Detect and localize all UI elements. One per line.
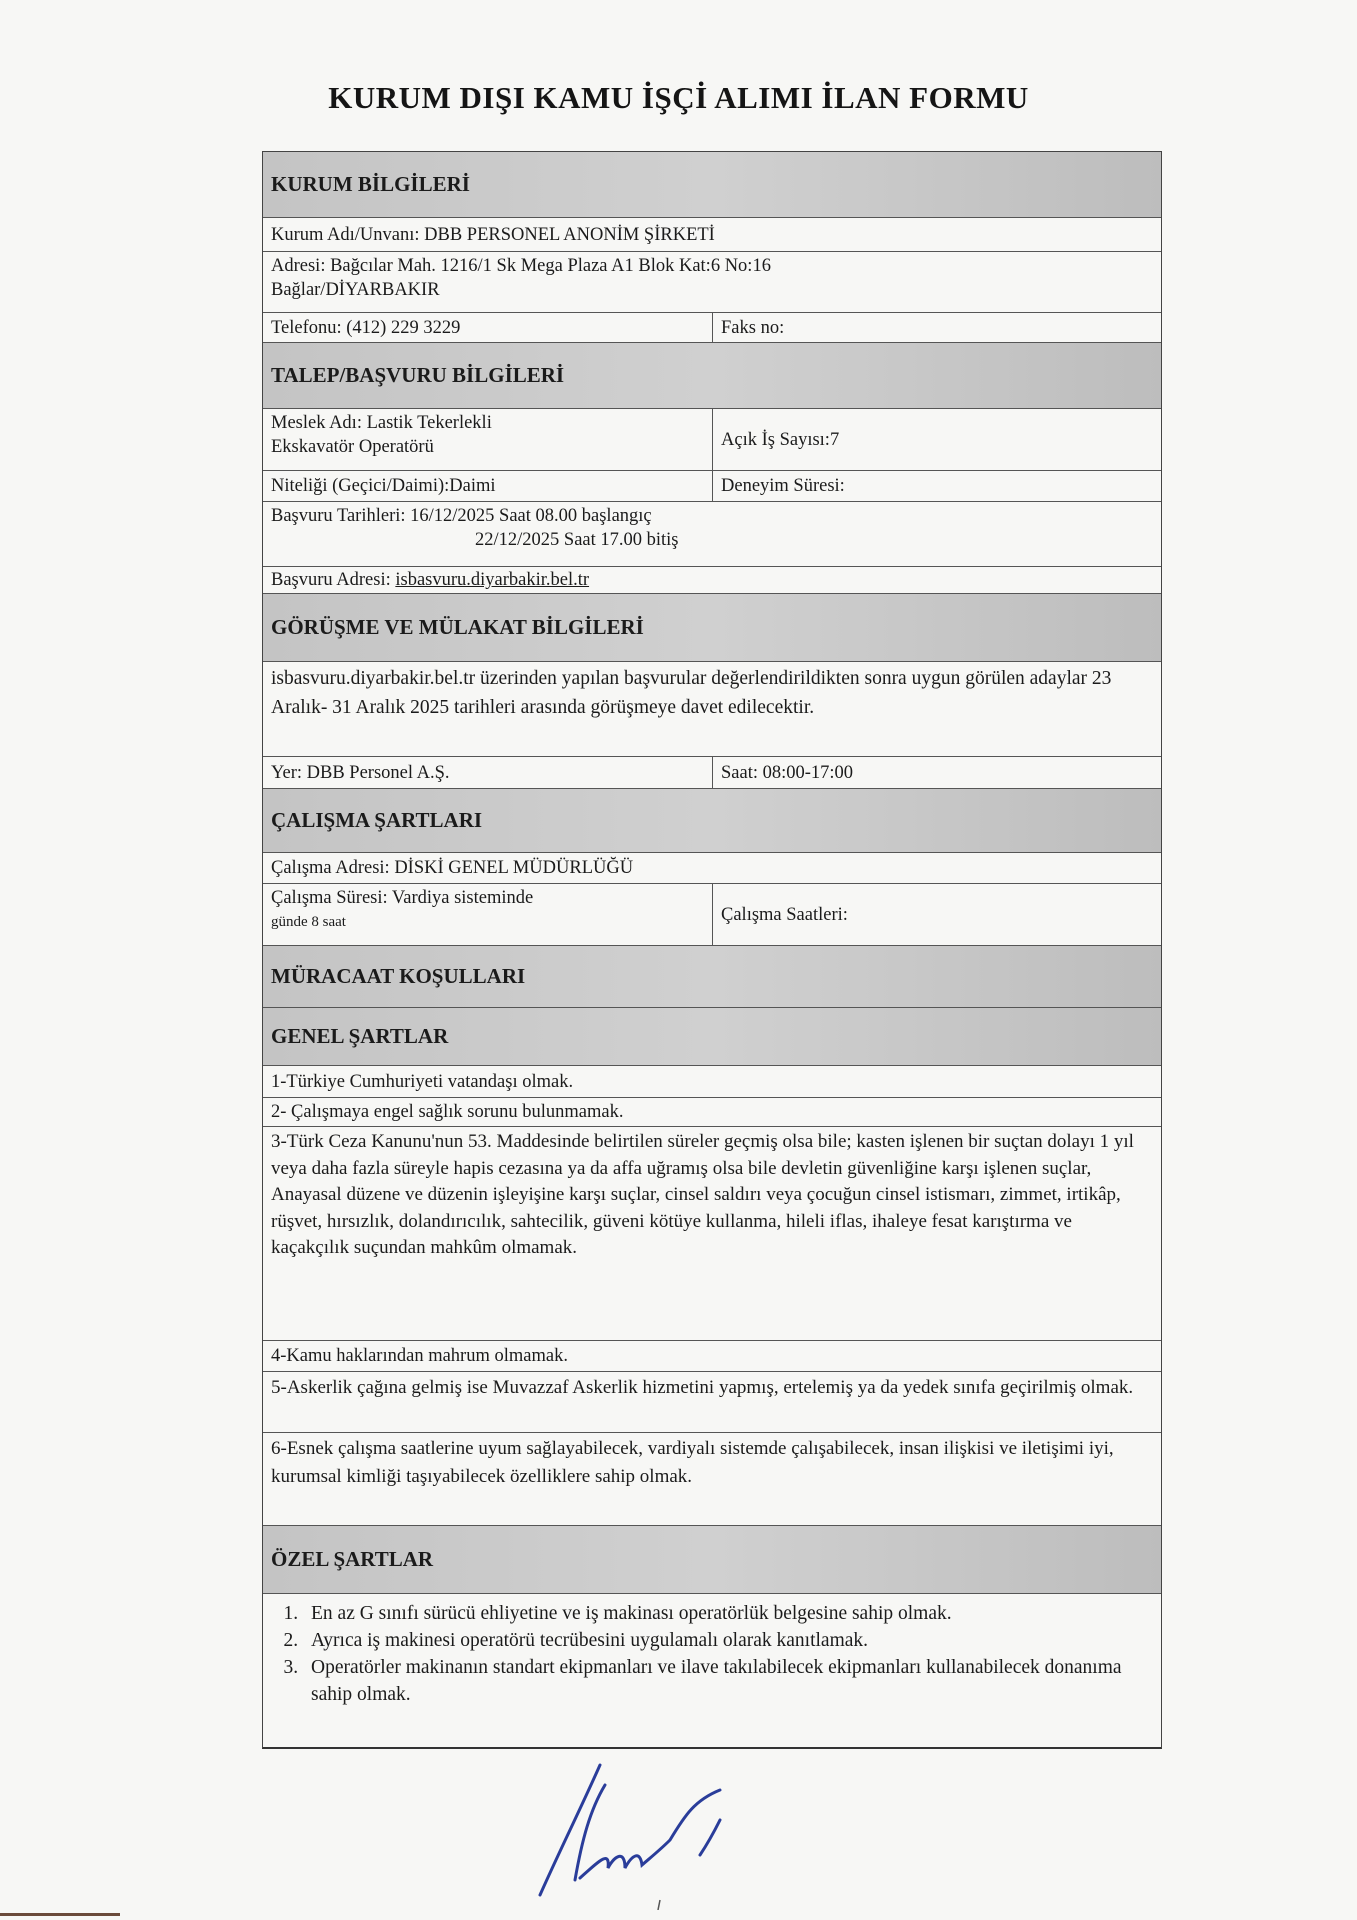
section-header-gorusme: GÖRÜŞME VE MÜLAKAT BİLGİLERİ bbox=[263, 593, 1161, 661]
meslek-line-2: Ekskavatör Operatörü bbox=[271, 437, 434, 457]
basvuru-adresi bbox=[263, 567, 1161, 593]
genel-sart-6: 6-Esnek çalışma saatlerine uyum sağlayabilecek, vardiyalı sistemde çalışabilecek, insan ilişkisi ve iletişimi iyi, kurumsal kimliği taşıyabilecek özelliklere sahip olmak. bbox=[271, 1438, 1114, 1487]
calisma-adresi: Çalışma Adresi: DİSKİ GENEL MÜDÜRLÜĞÜ bbox=[271, 858, 634, 878]
section-header-genel: GENEL ŞARTLAR bbox=[263, 1007, 1161, 1065]
telefon: Telefonu: (412) 229 3229 bbox=[263, 313, 713, 342]
section-header-kurum: KURUM BİLGİLERİ bbox=[263, 152, 1161, 217]
acik-is-sayisi: Açık İş Sayısı:7 bbox=[721, 429, 840, 450]
niteligi: Niteliği (Geçici/Daimi):Daimi bbox=[263, 471, 713, 501]
section-header-calisma: ÇALIŞMA ŞARTLARI bbox=[263, 788, 1161, 852]
kurum-adres bbox=[263, 252, 1161, 312]
tarih-bitis: 22/12/2025 Saat 17.00 bitiş bbox=[475, 530, 679, 550]
basvuru-tarihleri bbox=[263, 502, 1161, 566]
gorusme-saat: Saat: 08:00-17:00 bbox=[721, 762, 854, 783]
genel-sart-1: 1-Türkiye Cumhuriyeti vatandaşı olmak. bbox=[271, 1071, 574, 1092]
section-header-ozel: ÖZEL ŞARTLAR bbox=[263, 1525, 1161, 1593]
gorusme-text: isbasvuru.diyarbakir.bel.tr üzerinden yapılan başvurular değerlendirildikten sonra uygun görülen adaylar 23 Aralık- 31 Aralık 2025 tarihleri arasında görüşmeye davet edilecektir. bbox=[271, 668, 1112, 718]
kurum-adi: Kurum Adı/Unvanı: DBB PERSONEL ANONİM ŞİRKETİ bbox=[271, 224, 715, 245]
genel-sart-4: 4-Kamu haklarından mahrum olmamak. bbox=[271, 1346, 568, 1366]
tarih-baslangic: Başvuru Tarihleri: 16/12/2025 Saat 08.00 başlangıç bbox=[271, 506, 652, 526]
form-title: KURUM DIŞI KAMU İŞÇİ ALIMI İLAN FORMU bbox=[328, 80, 1029, 115]
calisma-saatleri: Çalışma Saatleri: bbox=[721, 904, 848, 925]
section-header-muracaat: MÜRACAAT KOŞULLARI bbox=[263, 945, 1161, 1007]
basvuru-adresi-label: Başvuru Adresi: bbox=[271, 570, 391, 590]
sure-line-2: günde 8 saat bbox=[271, 914, 346, 930]
genel-sart-2: 2- Çalışmaya engel sağlık sorunu bulunmamak. bbox=[271, 1102, 624, 1122]
genel-sart-3: 3-Türk Ceza Kanunu'nun 53. Maddesinde belirtilen süreler geçmiş olsa bile; kasten işlenen bir suçtan dolayı 1 yıl veya daha fazla süreyle hapis cezasına ya da affa uğramış olsa bile devletin güvenliğine karşı işlenen suçlar, Anayasal düzene ve düzenin işleyişine karşı suçlar, cinsel saldırı veya çocuğun cinsel istismarı, zimmet, irtikâp, rüşvet, hırsızlık, dolandırıcılık, sahtecilik, güveni kötüye kullanma, hileli iflas, ihaleye fesat karıştırma ve kaçakçılık suçundan mahkûm olmamak. bbox=[271, 1131, 1134, 1258]
section-header-talep: TALEP/BAŞVURU BİLGİLERİ bbox=[263, 342, 1161, 408]
adres-line-2: Bağlar/DİYARBAKIR bbox=[271, 280, 440, 300]
adres-line-1: Adresi: Bağcılar Mah. 1216/1 Sk Mega Plaza A1 Blok Kat:6 No:16 bbox=[271, 256, 771, 276]
ozel-sart-3: 3. Operatörler makinanın standart ekipmanları ve ilave takılabilecek ekipmanları kullanabilecek donanıma sahip olmak. bbox=[303, 1654, 1161, 1708]
meslek-adi bbox=[263, 409, 713, 470]
deneyim-suresi: Deneyim Süresi: bbox=[721, 476, 845, 496]
signature bbox=[520, 1760, 780, 1910]
ozel-sartlar-list bbox=[263, 1594, 1161, 1747]
sure-line-1: Çalışma Süresi: Vardiya sisteminde bbox=[271, 888, 534, 908]
ozel-sart-2: 2. Ayrıca iş makinesi operatörü tecrübesini uygulamalı olarak kanıtlamak. bbox=[303, 1627, 1161, 1654]
scan-edge-mark bbox=[0, 1913, 120, 1916]
ozel-sart-1: 1. En az G sınıfı sürücü ehliyetine ve iş makinası operatörlük belgesine sahip olmak. bbox=[303, 1600, 1161, 1627]
gorusme-yer: Yer: DBB Personel A.Ş. bbox=[263, 757, 713, 788]
genel-sart-5: 5-Askerlik çağına gelmiş ise Muvazzaf Askerlik hizmetini yapmış, ertelemiş ya da yedek sınıfa geçirilmiş olmak. bbox=[271, 1377, 1134, 1398]
basvuru-link[interactable]: isbasvuru.diyarbakir.bel.tr bbox=[395, 570, 590, 590]
announcement-form bbox=[262, 151, 1162, 1749]
calisma-suresi bbox=[263, 884, 713, 945]
faks: Faks no: bbox=[721, 317, 785, 338]
meslek-line-1: Meslek Adı: Lastik Tekerlekli bbox=[271, 413, 492, 433]
